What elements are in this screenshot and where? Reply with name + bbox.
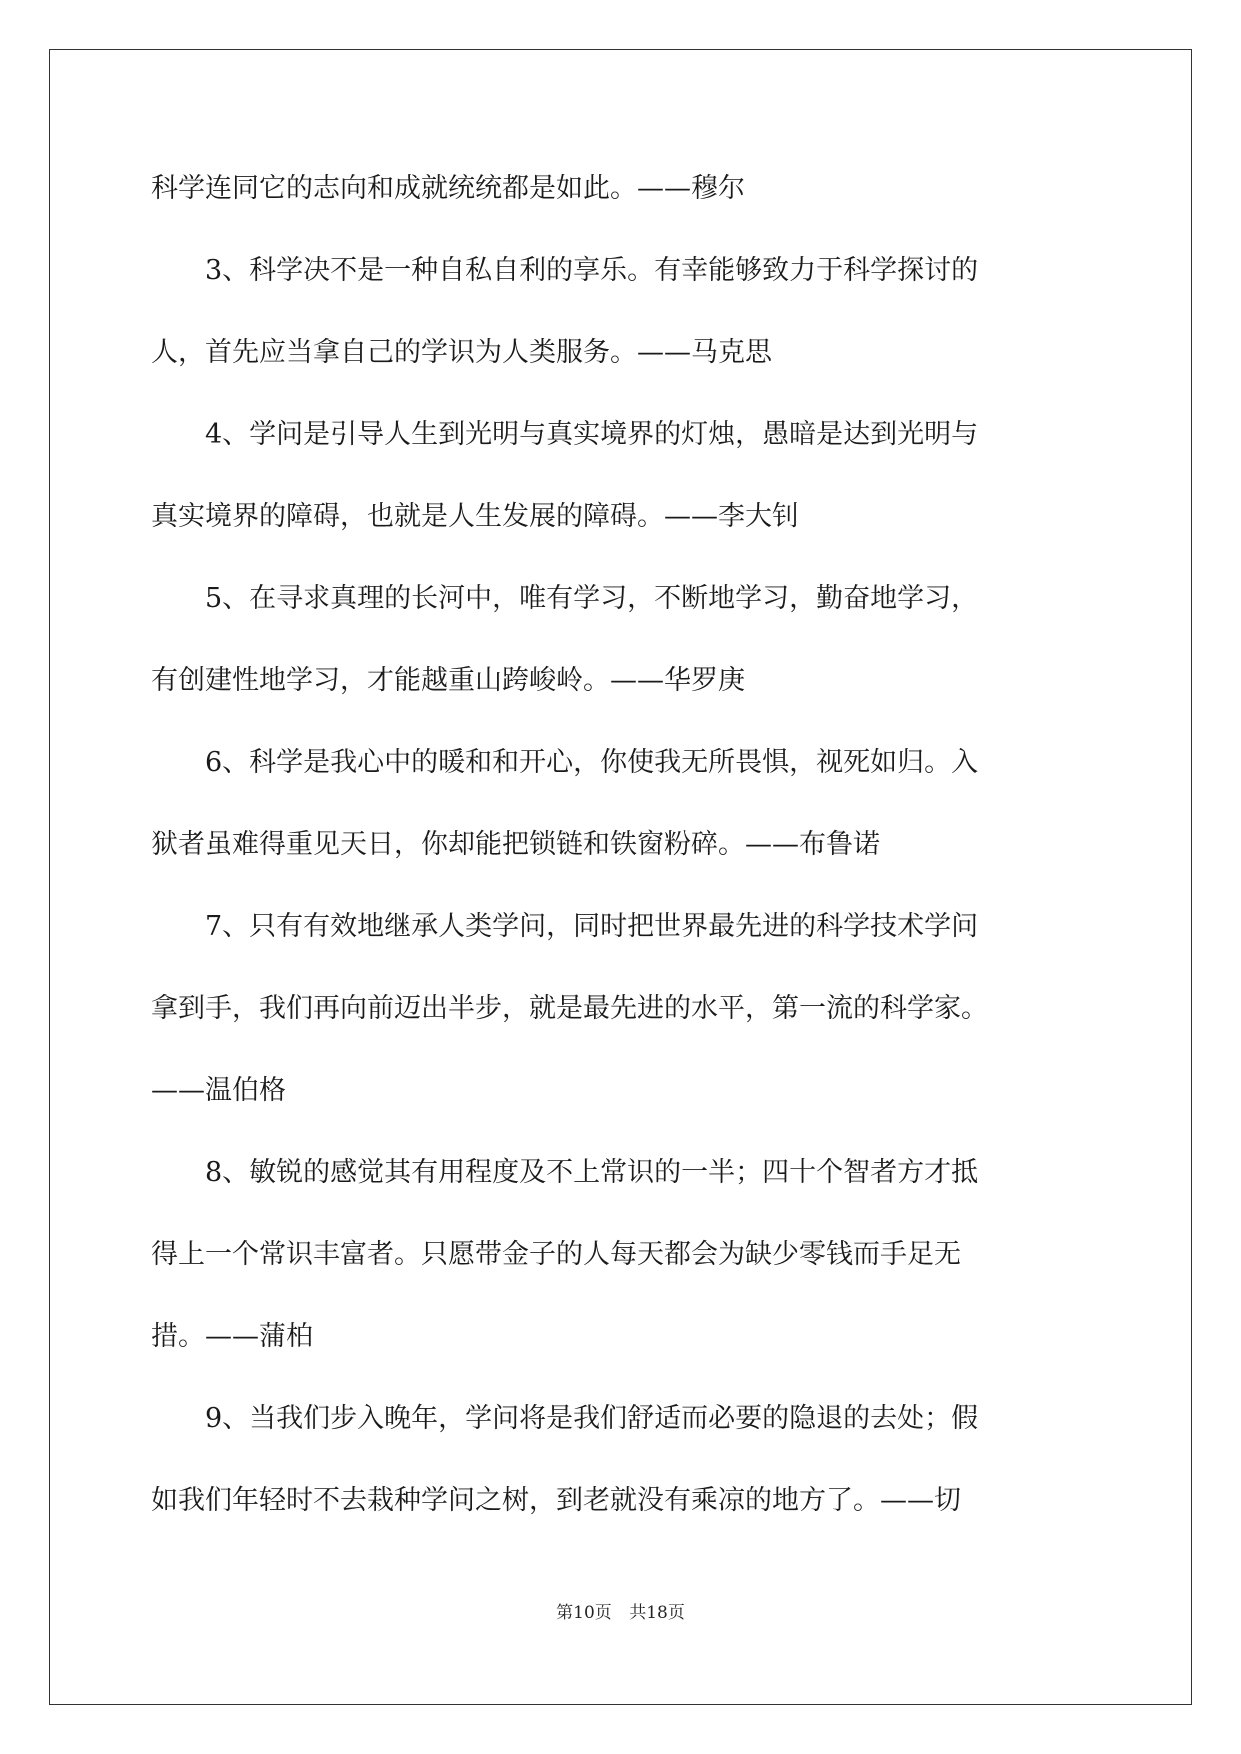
text-line: 得上一个常识丰富者。只愿带金子的人每天都会为缺少零钱而手足无 — [151, 1239, 961, 1270]
text-line: 7、只有有效地继承人类学问，同时把世界最先进的科学技术学问 — [151, 911, 979, 942]
text-line: 6、科学是我心中的暖和和开心，你使我无所畏惧，视死如归。入 — [151, 747, 979, 778]
text-line: 4、学问是引导人生到光明与真实境界的灯烛，愚暗是达到光明与 — [151, 419, 979, 450]
text-line: 措。——蒲柏 — [151, 1321, 313, 1352]
text-line: 拿到手，我们再向前迈出半步，就是最先进的水平，第一流的科学家。 — [151, 993, 988, 1024]
text-line: 如我们年轻时不去栽种学问之树，到老就没有乘凉的地方了。——切 — [151, 1485, 961, 1516]
text-line: 科学连同它的志向和成就统统都是如此。——穆尔 — [151, 173, 745, 204]
text-line: 有创建性地学习，才能越重山跨峻岭。——华罗庚 — [151, 665, 745, 696]
text-line: 真实境界的障碍，也就是人生发展的障碍。——李大钊 — [151, 501, 799, 532]
page-total: 共18页 — [629, 1603, 685, 1623]
text-line: ——温伯格 — [151, 1075, 286, 1106]
text-line: 人，首先应当拿自己的学识为人类服务。——马克思 — [151, 337, 772, 368]
text-line: 8、敏锐的感觉其有用程度及不上常识的一半；四十个智者方才抵 — [151, 1157, 979, 1188]
text-line: 5、在寻求真理的长河中，唯有学习，不断地学习，勤奋地学习， — [151, 583, 979, 614]
text-line: 3、科学决不是一种自私自利的享乐。有幸能够致力于科学探讨的 — [151, 255, 979, 286]
page-number: 第10页 — [556, 1603, 612, 1623]
text-line: 狱者虽难得重见天日，你却能把锁链和铁窗粉碎。——布鲁诺 — [151, 829, 880, 860]
text-line: 9、当我们步入晚年，学问将是我们舒适而必要的隐退的去处；假 — [151, 1403, 979, 1434]
page-border — [49, 49, 1192, 1705]
page-footer — [0, 1598, 1241, 1623]
